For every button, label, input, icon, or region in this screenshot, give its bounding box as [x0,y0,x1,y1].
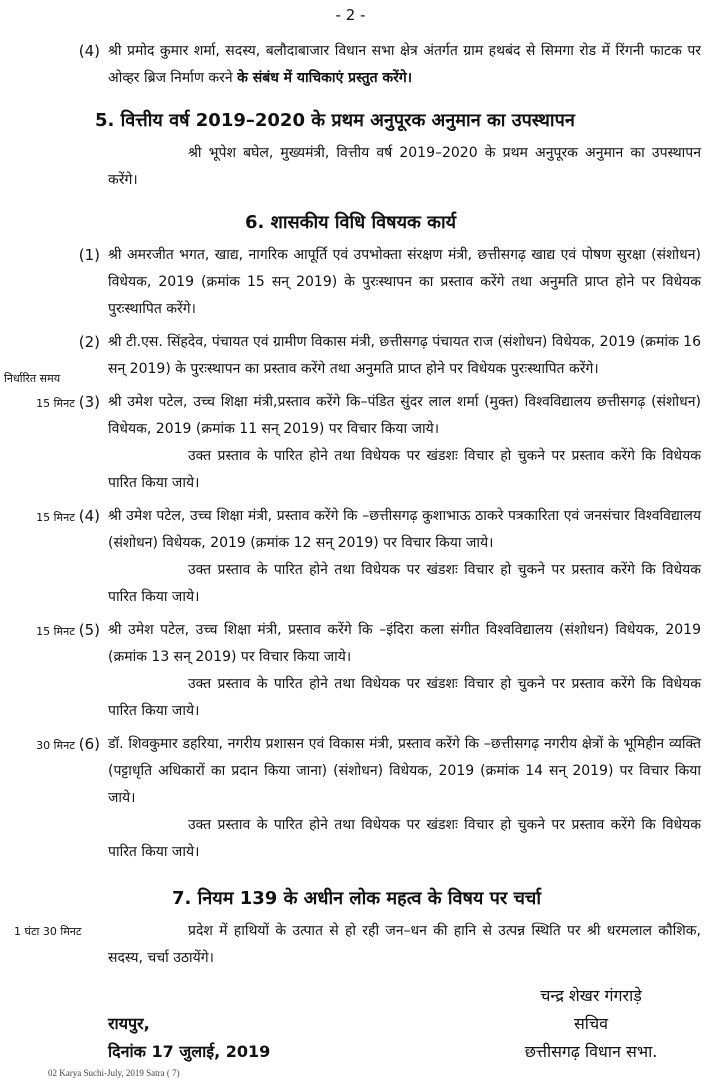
item-number: (1) [78,246,100,264]
item-margin [0,918,108,945]
section-7-heading: 7. नियम 139 के अधीन लोक महत्व के विषय पर चर्चा [172,888,541,909]
item-motion: श्री उमेश पटेल, उच्च शिक्षा मंत्री,प्रस्ताव करेंगे कि–पंडित सुंदर लाल शर्मा (मुक्त) विश्वविद्यालय छत्तीसगढ़ (संशोधन) विधेयक, 2019 (क्रमांक 11 सन् 2019) पर विचार किया जाये। [108,394,701,437]
item-text [108,389,701,497]
item-followup: उक्त प्रस्ताव के पारित होने तथा विधेयक पर खंडशः विचार हो चुकने पर प्रस्ताव करेंगे कि विधेयक पारित किया जाये। [108,676,701,719]
section-6-item [0,329,701,383]
item-number: (6) [78,735,100,753]
item-motion: श्री अमरजीत भगत, खाद्य, नागरिक आपूर्ति एवं उपभोक्ता संरक्षण मंत्री, छत्तीसगढ़ खाद्य एवं पोषण सुरक्षा (संशोधन) विधेयक, 2019 (क्रमांक 15 सन् 2019) के पुरःस्थापन का प्रस्ताव करेंगे तथा अनुमति प्राप्त होने पर विधेयक पुरःस्थापित करेंगे। [108,247,701,317]
item-followup: उक्त प्रस्ताव के पारित होने तथा विधेयक पर खंडशः विचार हो चुकने पर प्रस्ताव करेंगे कि विधेयक पारित किया जाये। [108,448,701,491]
item-followup: उक्त प्रस्ताव के पारित होने तथा विधेयक पर खंडशः विचार हो चुकने पर प्रस्ताव करेंगे कि विधेयक पारित किया जाये। [108,562,701,605]
item-margin [0,329,108,356]
section-5-row [0,140,701,194]
item-4 [0,38,701,92]
signatory-office: छत्तीसगढ़ विधान सभा. [524,1042,658,1061]
section-7-time: 1 घंटा 30 मिनट [14,925,82,938]
date: दिनांक 17 जुलाई, 2019 [108,1042,271,1061]
item-time: 15 मिनट [36,511,75,524]
place-date [108,1010,270,1066]
item-number: (4) [78,42,100,60]
item-motion: श्री उमेश पटेल, उच्च शिक्षा मंत्री, प्रस्ताव करेंगे कि –छत्तीसगढ़ कुशाभाऊ ठाकरे पत्रकारिता एवं जनसंचार विश्वविद्यालय (संशोधन) विधेयक, 2019 (क्रमांक 12 सन् 2019) पर विचार किया जाये। [108,508,701,551]
item-text [108,242,701,323]
signature-block [481,982,701,1066]
section-6-item [0,242,701,323]
item-number: (5) [78,621,100,639]
place: रायपुर, [108,1014,150,1033]
item-margin [0,617,108,645]
section-6-item [0,617,701,725]
section-7-row [0,918,701,972]
item-motion: श्री उमेश पटेल, उच्च शिक्षा मंत्री, प्रस्ताव करेंगे कि –इंदिरा कला संगीत विश्वविद्यालय (संशोधन) विधेयक, 2019 (क्रमांक 13 सन् 2019) पर विचार किया जाये। [108,622,701,665]
item-margin [0,372,108,417]
item-number: (2) [78,333,100,351]
item-text [108,329,701,383]
signatory-designation: सचिव [573,1014,609,1033]
item-text-plain: श्री प्रमोद कुमार शर्मा, सदस्य, बलौदाबाजार विधान सभा क्षेत्र अंतर्गत ग्राम हथबंद से सिमगा रोड में रिंगनी फाटक पर ओव्हर ब्रिज निर्माण करने [108,43,701,86]
signatory-name: चन्द्र शेखर गंगराड़े [540,986,642,1005]
section-6-item [0,503,701,611]
section-7-text: प्रदेश में हाथियों के उत्पात से हो रही जन–धन की हानि से उत्पन्न स्थिति पर श्री धरमलाल कौशिक, सदस्य, चर्चा उठायेंगे। [108,923,701,966]
item-text [108,617,701,725]
footer-reference: 02 Karya Suchi-July, 2019 Satra ( 7) [48,1068,180,1078]
item-margin [0,731,108,759]
item-text [108,38,701,92]
section-6-heading: 6. शासकीय विधि विषयक कार्य [244,212,457,233]
item-number: (3) [78,393,100,411]
section-6-item [0,731,701,866]
section-6-item [0,372,701,497]
section-5-heading: 5. वित्तीय वर्ष 2019–2020 के प्रथम अनुपूरक अनुमान का उपस्थापन [95,110,575,131]
item-time: 15 मिनट [36,625,75,638]
scheduled-time-label: निर्धारित समय [4,372,61,385]
item-number: (4) [78,507,100,525]
signature-area [0,982,701,1066]
section-5-text: श्री भूपेश बघेल, मुख्यमंत्री, वित्तीय वर्ष 2019–2020 के प्रथम अनुपूरक अनुमान का उपस्थापन करेंगे। [108,145,701,188]
item-text-bold: के संबंध में याचिकाएं प्रस्तुत करेंगे। [237,70,413,86]
item-text [108,503,701,611]
item-margin [0,38,108,65]
item-time: 15 मिनट [36,397,75,410]
item-time: 30 मिनट [36,739,75,752]
section-6-items [0,242,701,866]
item-text [108,731,701,866]
item-motion: श्री टी.एस. सिंहदेव, पंचायत एवं ग्रामीण विकास मंत्री, छत्तीसगढ़ पंचायत राज (संशोधन) विधेयक, 2019 (क्रमांक 16 सन् 2019) के पुरःस्थापन का प्रस्ताव करेंगे तथा अनुमति प्राप्त होने पर विधेयक पुरःस्थापित करेंगे। [108,334,701,377]
item-motion: डॉ. शिवकुमार डहरिया, नगरीय प्रशासन एवं विकास मंत्री, प्रस्ताव करेंगे कि –छत्तीसगढ़ नगरीय क्षेत्रों के भूमिहीन व्यक्ति (पट्टाधृति अधिकारों का प्रदान किया जाना) (संशोधन) विधेयक, 2019 (क्रमांक 14 सन् 2019) पर विचार किया जाये। [108,736,701,806]
item-margin [0,242,108,269]
item-margin [0,503,108,531]
page-number: - 2 - [335,6,366,24]
item-followup: उक्त प्रस्ताव के पारित होने तथा विधेयक पर खंडशः विचार हो चुकने पर प्रस्ताव करेंगे कि विधेयक पारित किया जाये। [108,817,701,860]
